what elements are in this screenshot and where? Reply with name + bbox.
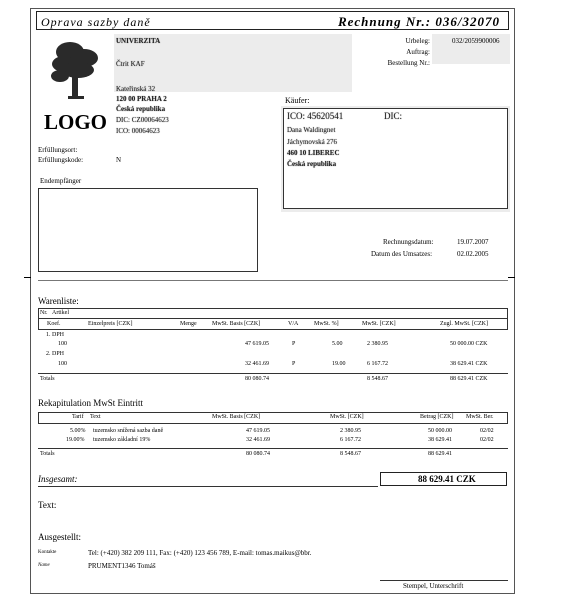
- rechnungsdatum-value: 19.07.2007: [457, 238, 489, 246]
- warenliste-total-sep: [38, 373, 508, 374]
- table-row-basis: 32 461.69: [245, 361, 269, 367]
- urbeleg-value: 032/2059900006: [452, 37, 500, 45]
- warenliste-total-zugl: 88 629.41 CZK: [450, 376, 488, 382]
- kaeufer-box: [283, 108, 508, 209]
- insgesamt-line: [38, 486, 378, 487]
- rekap-title: Rekapitulation MwSt Eintritt: [38, 398, 143, 408]
- kaeufer-country: Česká republika: [287, 160, 337, 168]
- seller-ico: ICO: 00064623: [116, 127, 160, 135]
- rekap-row-text: tuzemsko snížená sazba daně: [93, 428, 164, 434]
- seller-name: UNIVERZITA: [116, 37, 161, 45]
- table-row-va: P: [292, 341, 296, 347]
- rekap-col-betrag: Betrag [CZK]: [420, 414, 454, 420]
- section-divider: [38, 280, 508, 281]
- rekap-col-tarif: Tarif: [72, 414, 84, 420]
- margin-tick-left: [24, 277, 31, 278]
- seller-country: Česká republika: [116, 105, 166, 113]
- rekap-row-ber: 02/02: [480, 428, 494, 434]
- tree-logo-icon: [48, 38, 106, 104]
- rekap-total-label: Totals: [40, 451, 55, 457]
- col-pct: MwSt. %]: [314, 321, 339, 327]
- invoice-header: [36, 11, 509, 30]
- erfuellungsort-label: Erfüllungsort:: [38, 146, 78, 154]
- warenliste-title: Warenliste:: [38, 296, 79, 306]
- rekap-row-tarif: 5.00%: [70, 428, 86, 434]
- warenliste-total-mwst: 8 548.67: [367, 376, 388, 382]
- signature-line: [380, 580, 508, 581]
- seller-street: Kateřinská 32: [116, 85, 156, 93]
- table-row-mwst: 6 167.72: [367, 361, 388, 367]
- col-zugl: Zugl. MwSt. [CZK]: [440, 321, 488, 327]
- rekap-col-mwst: MwSt. [CZK]: [330, 414, 364, 420]
- margin-tick-right: [508, 277, 515, 278]
- rekap-row-mwst: 2 380.95: [340, 428, 361, 434]
- erfuellungskode-value: N: [116, 156, 122, 164]
- correction-title: Oprava sazby daně: [41, 15, 151, 29]
- rekap-total-sep: [38, 448, 508, 449]
- kontakt-value: Tel: (+420) 382 209 111, Fax: (+420) 123 456 789, E-mail: tomas.maikus@bbr.: [88, 549, 312, 557]
- endempfaenger-label: Endempfänger: [40, 177, 82, 185]
- rechnungsdatum-label: Rechnungsdatum:: [383, 238, 434, 246]
- table-row-va: P: [292, 361, 296, 367]
- kaeufer-ico: ICO: 45620541: [287, 111, 344, 121]
- name-label: Name: [38, 563, 50, 568]
- col-koef: Koef.: [47, 321, 61, 327]
- urbeleg-label: Urbeleg:: [405, 37, 430, 45]
- rekap-col-ber: MwSt. Ber.: [466, 414, 494, 420]
- bestellung-label: Bestellung Nr.:: [387, 59, 430, 67]
- col-menge: Menge: [180, 321, 197, 327]
- kaeufer-dic: DIC:: [384, 111, 402, 121]
- table-row: 1. DPH: [46, 332, 65, 338]
- rekap-row-mwst: 6 167.72: [340, 437, 361, 443]
- rekap-row-betrag: 38 629.41: [428, 437, 452, 443]
- auftrag-label: Auftrag:: [406, 48, 430, 56]
- endempfaenger-box: [38, 188, 258, 272]
- table-row-koef: 100: [58, 341, 67, 347]
- col-basis: MwSt. Basis [CZK]: [212, 321, 261, 327]
- col-einzelpreis: Einzelpreis [CZK]: [88, 321, 133, 327]
- table-row-mwst: 2 380.95: [367, 341, 388, 347]
- erfuellungskode-label: Erfüllungskode:: [38, 156, 84, 164]
- table-row-pct: 19.00: [332, 361, 346, 367]
- table-row-zugl: 38 629.41 CZK: [450, 361, 488, 367]
- logo-text: LOGO: [44, 110, 108, 134]
- insgesamt-label: Insgesamt:: [38, 474, 78, 484]
- rekap-total-basis: 80 080.74: [246, 451, 270, 457]
- umsatz-value: 02.02.2005: [457, 250, 489, 258]
- rekap-row-tarif: 19.00%: [66, 437, 85, 443]
- kaeufer-city: 460 10 LIBEREC: [287, 149, 340, 157]
- rekap-row-ber: 02/02: [480, 437, 494, 443]
- seller-dept: Čtrit KAF: [116, 60, 145, 68]
- table-row-zugl: 50 000.00 CZK: [450, 341, 488, 347]
- rekap-row-basis: 32 461.69: [246, 437, 270, 443]
- ausgestellt-label: Ausgestellt:: [38, 532, 81, 542]
- signature-label: Stempel, Unterschrift: [403, 582, 464, 590]
- kaeufer-name: Dana Waldingnet: [287, 126, 336, 134]
- rekap-total-mwst: 8 548.67: [340, 451, 361, 457]
- rekap-total-betrag: 88 629.41: [428, 451, 452, 457]
- seller-dic: DIC: CZ00064623: [116, 116, 169, 124]
- table-row-pct: 5.00: [332, 341, 343, 347]
- kontakt-label: Kontakte: [38, 550, 57, 555]
- table-row-koef: 100: [58, 361, 67, 367]
- kaeufer-label: Käufer:: [285, 96, 310, 105]
- rekap-col-text: Text: [90, 414, 101, 420]
- text-label: Text:: [38, 500, 57, 510]
- table-row-basis: 47 619.05: [245, 341, 269, 347]
- rekap-row-text: tuzemsko základní 19%: [93, 437, 151, 443]
- invoice-number: Rechnung Nr.: 036/32070: [337, 14, 500, 29]
- kaeufer-street: Jáchymovská 276: [287, 138, 337, 146]
- warenliste-total-basis: 80 080.74: [245, 376, 269, 382]
- col-artikel: Artikel: [52, 310, 69, 316]
- table-row: 2. DPH: [46, 351, 65, 357]
- col-va: V/A: [288, 321, 299, 327]
- rekap-row-betrag: 50 000.00: [428, 428, 452, 434]
- warenliste-header-sep: [38, 318, 508, 319]
- insgesamt-value: 88 629.41 CZK: [418, 474, 476, 484]
- rekap-row-basis: 47 619.05: [246, 428, 270, 434]
- rekap-col-basis: MwSt. Basis [CZK]: [212, 414, 261, 420]
- seller-city: 120 00 PRAHA 2: [116, 95, 167, 103]
- name-value: PRUMENT1346 Tomáš: [88, 562, 156, 570]
- warenliste-total-label: Totals: [40, 376, 55, 382]
- col-mwst: MwSt. [CZK]: [362, 321, 396, 327]
- umsatz-label: Datum des Umsatzes:: [371, 250, 433, 258]
- col-nr: Nr.: [40, 310, 48, 316]
